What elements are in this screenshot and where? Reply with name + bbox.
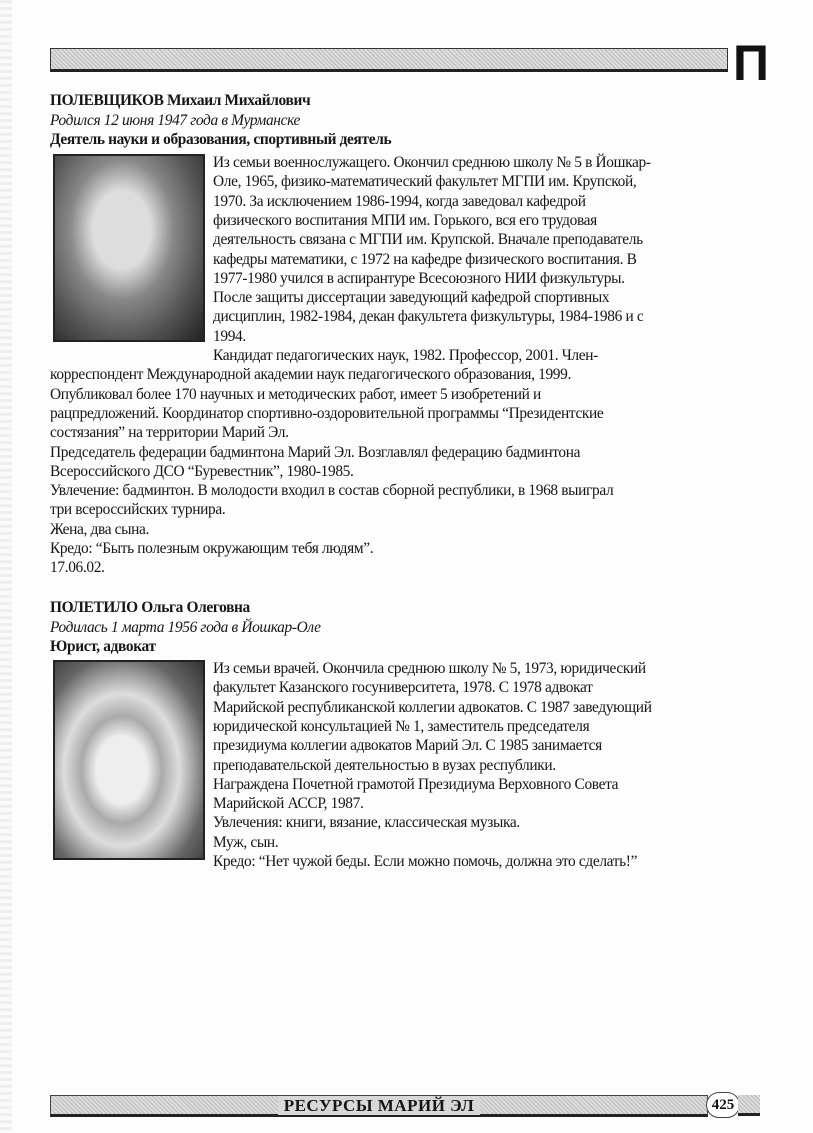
bio-line: 17.06.02. bbox=[50, 559, 105, 577]
bio-line: деятельность связана с МГПИ им. Крупской. Вначале преподаватель bbox=[213, 231, 643, 249]
bio-line: корреспондент Международной академии наук педагогического образования, 1999. bbox=[50, 366, 571, 384]
footer-bar bbox=[50, 1095, 708, 1117]
bio-line: Марийской АССР, 1987. bbox=[213, 795, 364, 813]
bio-line: Увлечения: книги, вязание, классическая музыка. bbox=[213, 814, 520, 832]
bio-line: три всероссийских турнира. bbox=[50, 501, 226, 519]
header-bar bbox=[50, 48, 728, 72]
person-name: ПОЛЕТИЛО Ольга Олеговна bbox=[50, 599, 250, 616]
bio-line: Всероссийского ДСО “Буревестник”, 1980-1985. bbox=[50, 462, 354, 480]
bio-line: Кредо: “Быть полезным окружающим тебя людям”. bbox=[50, 540, 374, 557]
birth-info: Родилась 1 марта 1956 года в Йошкар-Оле bbox=[50, 618, 321, 636]
footer-title: РЕСУРСЫ МАРИЙ ЭЛ bbox=[278, 1096, 481, 1115]
portrait-photo bbox=[53, 660, 205, 860]
bio-line: Марийской республиканской коллегии адвокатов. С 1987 заведующий bbox=[213, 698, 652, 716]
portrait-photo bbox=[53, 154, 205, 342]
bio-line: кафедры математики, с 1972 на кафедре физического воспитания. В bbox=[213, 250, 637, 268]
bio-line: Председатель федерации бадминтона Марий Эл. Возглавлял федерацию бадминтона bbox=[50, 443, 581, 461]
section-letter: П bbox=[733, 35, 769, 91]
person-name: ПОЛЕВЩИКОВ Михаил Михайлович bbox=[50, 92, 311, 109]
bio-line: факультет Казанского госуниверситета, 1978. С 1978 адвокат bbox=[213, 679, 593, 697]
bio-line: состязания” на территории Марий Эл. bbox=[50, 424, 289, 442]
bio-line: Награждена Почетной грамотой Президиума Верховного Совета bbox=[213, 775, 619, 793]
page-number: 425 bbox=[706, 1092, 740, 1118]
person-title: Юрист, адвокат bbox=[50, 638, 156, 655]
bio-line: 1977-1980 учился в аспирантуре Всесоюзного НИИ физкультуры. bbox=[213, 269, 625, 287]
bio-line: Кредо: “Нет чужой беды. Если можно помочь, должна это сделать!” bbox=[213, 853, 638, 870]
bio-line: юридической консультацией № 1, заместитель председателя bbox=[213, 717, 590, 735]
bio-line: физического воспитания МПИ им. Горького, вся его трудовая bbox=[213, 211, 597, 229]
person-title: Деятель науки и образования, спортивный деятель bbox=[50, 131, 392, 148]
bio-line: Опубликовал более 170 научных и методических работ, имеет 5 изобретений и bbox=[50, 385, 541, 403]
bio-line: Из семьи военнослужащего. Окончил среднюю школу № 5 в Йошкар- bbox=[213, 154, 651, 171]
bio-line: 1994. bbox=[213, 327, 246, 345]
bio-line: После защиты диссертации заведующий кафедрой спортивных bbox=[213, 289, 610, 307]
bio-line: преподавательской деятельностью в вузах республики. bbox=[213, 756, 556, 774]
bio-line: рацпредложений. Координатор спортивно-оздоровительной программы “Президентские bbox=[50, 404, 604, 422]
bio-line: Муж, сын. bbox=[213, 833, 279, 851]
scan-edge bbox=[0, 0, 12, 1133]
bio-line: президиума коллегии адвокатов Марий Эл. С 1985 занимается bbox=[213, 737, 602, 755]
bio-line: Кандидат педагогических наук, 1982. Профессор, 2001. Член- bbox=[213, 347, 598, 364]
bio-line: дисциплин, 1982-1984, декан факультета физкультуры, 1984-1986 и с bbox=[213, 308, 644, 326]
birth-info: Родился 12 июня 1947 года в Мурманске bbox=[50, 111, 301, 129]
footer-bar-end bbox=[738, 1095, 760, 1116]
bio-line: Жена, два сына. bbox=[50, 520, 150, 538]
bio-line: Из семьи врачей. Окончила среднюю школу № 5, 1973, юридический bbox=[213, 660, 646, 677]
bio-line: 1970. За исключением 1986-1994, когда заведовал кафедрой bbox=[213, 192, 586, 210]
bio-line: Оле, 1965, физико-математический факультет МГПИ им. Крупской, bbox=[213, 173, 637, 191]
bio-line: Увлечение: бадминтон. В молодости входил в состав сборной республики, в 1968 выиграл bbox=[50, 482, 614, 500]
